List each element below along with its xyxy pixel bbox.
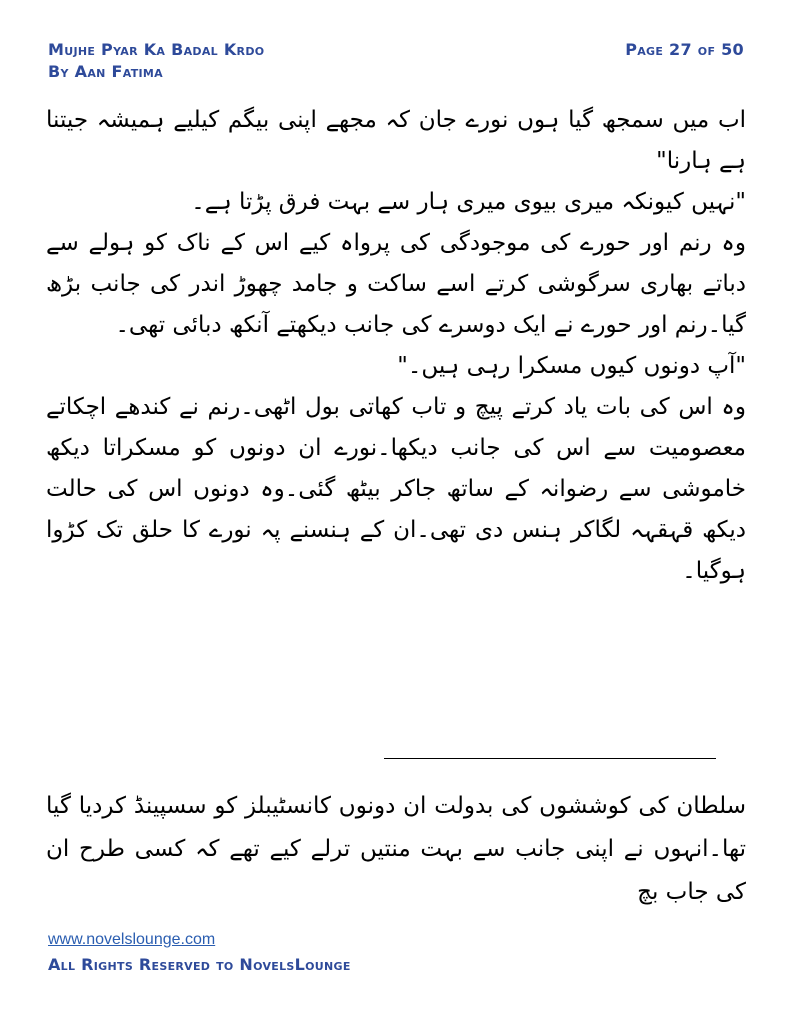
paragraph: سلطان کی کوششوں کی بدولت ان دونوں کانسٹیبلز کو سسپینڈ کردیا گیا تھا۔انہوں نے اپنی جانب سے بہت منتیں ترلے کیے تھے کہ کسی طرح ان کی جاب بچ xyxy=(46,793,746,905)
paragraph: اب میں سمجھ گیا ہوں نورے جان کہ مجھے اپنی بیگم کیلیے ہمیشہ جیتنا ہے ہارنا" xyxy=(46,107,746,174)
document-author: By Aan Fatima xyxy=(48,62,163,81)
copyright-notice: All Rights Reserved to NovelsLounge xyxy=(48,955,351,974)
website-link[interactable]: www.novelslounge.com xyxy=(48,931,216,948)
section-divider xyxy=(384,758,716,759)
paragraph: وہ رنم اور حورے کی موجودگی کی پرواہ کیے اس کے ناک کو ہولے سے دباتے بھاری سرگوشی کرتے اسے ساکت و جامد چھوڑ اندر کی جانب بڑھ گیا۔رنم اور حورے نے ایک دوسرے کی جانب دیکھتے آنکھ دبائی تھی۔ xyxy=(46,230,746,338)
story-text xyxy=(46,100,746,592)
story-text-continued xyxy=(46,785,746,914)
paragraph: "آپ دونوں کیوں مسکرا رہی ہیں۔" xyxy=(397,353,746,379)
paragraph: وہ اس کی بات یاد کرتے پیچ و تاب کھاتی بول اٹھی۔رنم نے کندھے اچکاتے معصومیت سے اس کی جانب دیکھا۔نورے ان دونوں کو مسکراتا دیکھ خاموشی سے رضوانہ کے ساتھ جاکر بیٹھ گئی۔وہ دونوں اس کی حالت دیکھ قہقہہ لگاکر ہنس دی تھی۔ان کے ہنسنے پہ نورے کا حلق تک کڑوا ہوگیا۔ xyxy=(46,394,746,584)
document-title: Mujhe Pyar Ka Badal Krdo xyxy=(48,40,265,59)
page-number: Page 27 of 50 xyxy=(625,40,744,59)
paragraph: "نہیں کیونکہ میری بیوی میری ہار سے بہت فرق پڑتا ہے۔ xyxy=(191,189,746,215)
